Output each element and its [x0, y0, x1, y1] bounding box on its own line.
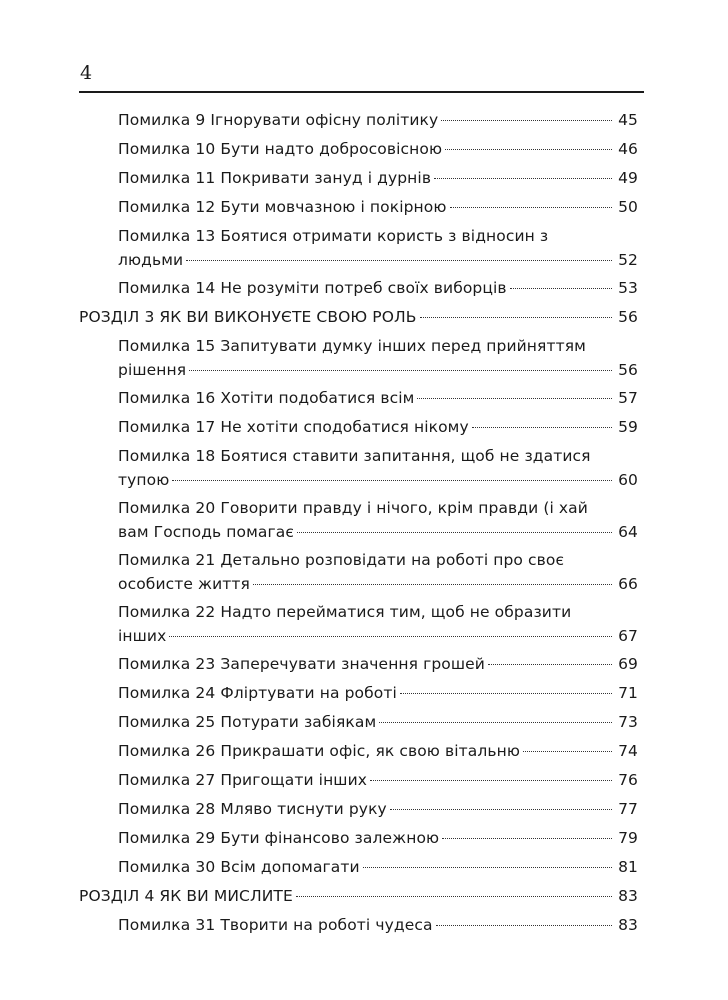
dot-leader	[400, 693, 612, 694]
toc-entry-title: Помилка 9 Ігнорувати офісну політику	[118, 111, 439, 129]
toc-entry-line	[118, 710, 638, 734]
dot-leader	[436, 925, 612, 926]
toc-entry-line	[118, 826, 638, 850]
toc-entry	[118, 768, 638, 792]
toc-entry-title: Помилка 28 Млявo тиснути руку	[118, 800, 387, 818]
dot-leader	[296, 896, 612, 897]
toc-entry-line	[118, 913, 638, 937]
toc-entry	[118, 108, 638, 132]
toc-entry-title: Помилка 31 Творити на роботі чудеса	[118, 916, 433, 934]
toc-entry-title: РОЗДІЛ 3 ЯК ВИ ВИКОНУЄТЕ СВОЮ РОЛЬ	[79, 308, 417, 326]
dot-leader	[445, 149, 612, 150]
toc-page-number: 56	[618, 308, 638, 326]
toc-page-number: 69	[618, 655, 638, 673]
toc-page-number: 67	[618, 627, 638, 645]
toc-entry	[118, 681, 638, 705]
toc-entry-line	[79, 305, 638, 329]
toc-entry	[118, 548, 638, 596]
toc-entry-line	[118, 166, 638, 190]
toc-entry	[118, 739, 638, 763]
dot-leader	[450, 207, 613, 208]
toc-entry-line	[118, 681, 638, 705]
toc-entry	[118, 600, 638, 648]
toc-entry-line	[118, 415, 638, 439]
toc-entry-title: Помилка 29 Бути фінансово залежною	[118, 829, 440, 847]
page-number: 4	[80, 62, 93, 84]
toc-entry-line	[118, 739, 638, 763]
toc-entry	[118, 224, 638, 272]
toc-page-number: 56	[618, 361, 638, 379]
toc-entry-title: Помилка 13 Боятися отримати користь з відносин з	[118, 227, 549, 245]
toc-page-number: 53	[618, 279, 638, 297]
toc-page-number: 71	[618, 684, 638, 702]
toc-entry	[118, 137, 638, 161]
toc-entry-line	[118, 386, 638, 410]
toc-entry-line	[118, 248, 638, 272]
toc-entry-line	[118, 224, 638, 248]
toc-entry-line	[79, 884, 638, 908]
toc-entry-line	[118, 520, 638, 544]
toc-page-number: 60	[618, 471, 638, 489]
toc-entry-line	[118, 797, 638, 821]
toc-chapter-entry	[79, 305, 638, 329]
dot-leader	[297, 532, 612, 533]
dot-leader	[189, 370, 612, 371]
toc-entry-line	[118, 572, 638, 596]
toc-page-number: 59	[618, 418, 638, 436]
toc-entry-title: тупою	[118, 471, 170, 489]
toc-entry	[118, 334, 638, 382]
toc-page-number: 66	[618, 575, 638, 593]
toc-entry-line	[118, 600, 638, 624]
dot-leader	[488, 664, 612, 665]
toc-entry-title: Помилка 10 Бути надто добросовісною	[118, 140, 443, 158]
toc-entry-line	[118, 108, 638, 132]
toc-entry-line	[118, 496, 638, 520]
toc-page-number: 79	[618, 829, 638, 847]
toc-entry-line	[118, 652, 638, 676]
toc-page-number: 52	[618, 251, 638, 269]
toc-entry-line	[118, 548, 638, 572]
toc-entry	[118, 797, 638, 821]
dot-leader	[420, 317, 613, 318]
toc-entry-title: особисте життя	[118, 575, 250, 593]
toc-page-number: 73	[618, 713, 638, 731]
dot-leader	[441, 120, 612, 121]
toc-page-number: 57	[618, 389, 638, 407]
toc-entry-title: Помилка 24 Фліртувати на роботі	[118, 684, 397, 702]
toc-entry-title: Помилка 21 Детально розповідати на роботі про своє	[118, 551, 565, 569]
dot-leader	[370, 780, 612, 781]
dot-leader	[434, 178, 612, 179]
toc-entry	[118, 276, 638, 300]
toc-entry-line	[118, 444, 638, 468]
toc-entry-line	[118, 137, 638, 161]
toc-entry-title: Помилка 12 Бути мовчазною і покірною	[118, 198, 447, 216]
toc-entry-title: Помилка 17 Не хотіти сподобатися нікому	[118, 418, 469, 436]
dot-leader	[417, 398, 612, 399]
toc-page-number: 46	[618, 140, 638, 158]
dot-leader	[379, 722, 612, 723]
toc-page-number: 77	[618, 800, 638, 818]
toc-page-number: 81	[618, 858, 638, 876]
toc-entry	[118, 496, 638, 544]
toc-entry-title: Помилка 22 Надто перейматися тим, щоб не образити	[118, 603, 572, 621]
toc-entry-line	[118, 768, 638, 792]
toc-entry	[118, 826, 638, 850]
toc-entry-title: Помилка 27 Пригощати інших	[118, 771, 368, 789]
toc-page-number: 45	[618, 111, 638, 129]
toc-entry-line	[118, 276, 638, 300]
toc-entry-title: Помилка 18 Боятися ставити запитання, щоб не здатися	[118, 447, 591, 465]
dot-leader	[510, 288, 612, 289]
toc-entry	[118, 913, 638, 937]
toc-entry-title: людьми	[118, 251, 184, 269]
toc-page-number: 83	[618, 916, 638, 934]
toc-entry-title: інших	[118, 627, 167, 645]
toc-page-number: 76	[618, 771, 638, 789]
dot-leader	[523, 751, 612, 752]
dot-leader	[363, 867, 612, 868]
toc-entry-title: Помилка 20 Говорити правду і нічого, крім правди (і хай	[118, 499, 588, 517]
toc-entry	[118, 166, 638, 190]
toc-page-number: 83	[618, 887, 638, 905]
toc-entry-title: вам Господь помагає	[118, 523, 294, 541]
toc-entry-line	[118, 855, 638, 879]
toc-entry	[118, 652, 638, 676]
toc-entry-line	[118, 334, 638, 358]
toc-entry-title: Помилка 16 Хотіти подобатися всім	[118, 389, 415, 407]
toc-page-number: 49	[618, 169, 638, 187]
toc-entry-line	[118, 468, 638, 492]
dot-leader	[169, 636, 612, 637]
toc-entry-line	[118, 624, 638, 648]
toc-entry	[118, 855, 638, 879]
toc-entry-title: Помилка 15 Запитувати думку інших перед прийняттям	[118, 337, 586, 355]
toc-entry-title: РОЗДІЛ 4 ЯК ВИ МИСЛИТЕ	[79, 887, 293, 905]
toc-entry	[118, 415, 638, 439]
toc-entry-title: Помилка 11 Покривати зануд і дурнів	[118, 169, 432, 187]
toc-entry-title: Помилка 26 Прикрашати офіс, як свою вітальню	[118, 742, 520, 760]
toc-page-number: 50	[618, 198, 638, 216]
dot-leader	[253, 584, 612, 585]
toc-page-number: 64	[618, 523, 638, 541]
toc-page-number: 74	[618, 742, 638, 760]
toc-entry	[118, 195, 638, 219]
toc-entry	[118, 444, 638, 492]
toc-entry	[118, 710, 638, 734]
dot-leader	[472, 427, 612, 428]
toc-entry-title: Помилка 30 Всім допомагати	[118, 858, 360, 876]
toc-chapter-entry	[79, 884, 638, 908]
dot-leader	[172, 480, 612, 481]
dot-leader	[442, 838, 612, 839]
dot-leader	[186, 260, 612, 261]
toc-entry-title: Помилка 23 Заперечувати значення грошей	[118, 655, 485, 673]
toc-entry	[118, 386, 638, 410]
toc-entry-title: Помилка 14 Не розуміти потреб своїх виборців	[118, 279, 507, 297]
toc-entry-title: рішення	[118, 361, 187, 379]
toc-entry-line	[118, 195, 638, 219]
toc-entry-line	[118, 358, 638, 382]
dot-leader	[390, 809, 612, 810]
toc-entry-title: Помилка 25 Потурати забіякам	[118, 713, 377, 731]
